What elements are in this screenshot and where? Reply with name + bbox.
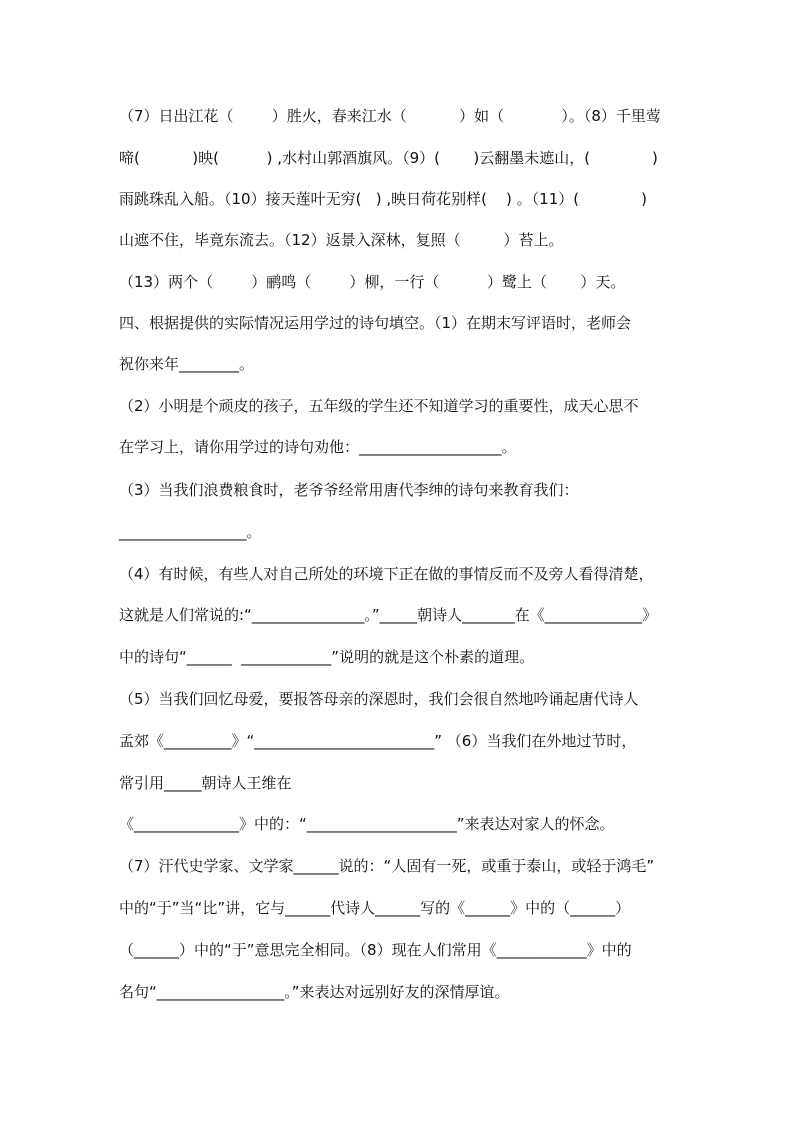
text-line: 中的诗句“______ ____________”说明的就是这个朴素的道理。: [119, 648, 535, 666]
text-line: _________________。: [119, 523, 262, 541]
text-line: 山遮不住，毕竟东流去。（12）返景入深林，复照（ ）苔上。: [119, 231, 564, 249]
text-line: （13）两个（ ）鹂鸣（ ）柳，一行（ ）鹭上（ ）天。: [119, 273, 626, 291]
text-line: 在学习上，请你用学过的诗句劝他：___________________。: [119, 438, 517, 456]
text-line: 孟郊《_________》“________________________” （6）当我们在外地过节时，: [119, 732, 637, 750]
text-line: （2）小明是个顽皮的孩子，五年级的学生还不知道学习的重要性，成天心思不: [119, 397, 639, 415]
text-line: （______）中的“于”意思完全相同。（8）现在人们常用《____________》中的: [119, 941, 632, 959]
text-line: 名句“_________________。”来表达对远别好友的深情厚谊。: [119, 983, 510, 1001]
text-line: 啼( )映( ) ,水村山郭酒旗风。（9）( )云翻墨未遮山，( ): [119, 149, 658, 167]
text-line: 祝你来年________。: [119, 355, 255, 373]
text-line: （7）汗代史学家、文学家______说的：“人固有一死，或重于泰山，或轻于鸿毛”: [119, 857, 655, 875]
question-heading: 四、根据提供的实际情况运用学过的诗句填空。（1）在期末写评语时，老师会: [119, 314, 632, 332]
text-line: 中的“于”当“比”讲，它与______代诗人______写的《______》中的（______）: [119, 899, 631, 917]
text-line: 这就是人们常说的:“_______________。”_____朝诗人_______在《_____________》: [119, 606, 658, 624]
text-line: （4）有时候，有些人对自己所处的环境下正在做的事情反而不及旁人看得清楚，: [119, 565, 654, 583]
text-line: 雨跳珠乱入船。（10）接天莲叶无穷( ) ,映日荷花别样( ) 。（11）( ): [119, 190, 647, 208]
text-line: （5）当我们回忆母爱，要报答母亲的深恩时，我们会很自然地吟诵起唐代诗人: [119, 690, 639, 708]
text-line: 《______________》中的：“____________________”来表达对家人的怀念。: [119, 815, 615, 833]
text-line: （3）当我们浪费粮食时，老爷爷经常用唐代李绅的诗句来教育我们：: [119, 481, 579, 499]
text-line: 常引用_____朝诗人王维在: [119, 774, 292, 792]
text-line: （7）日出江花（ ）胜火，春来江水（ ）如（ ）。（8）千里莺: [119, 107, 661, 125]
